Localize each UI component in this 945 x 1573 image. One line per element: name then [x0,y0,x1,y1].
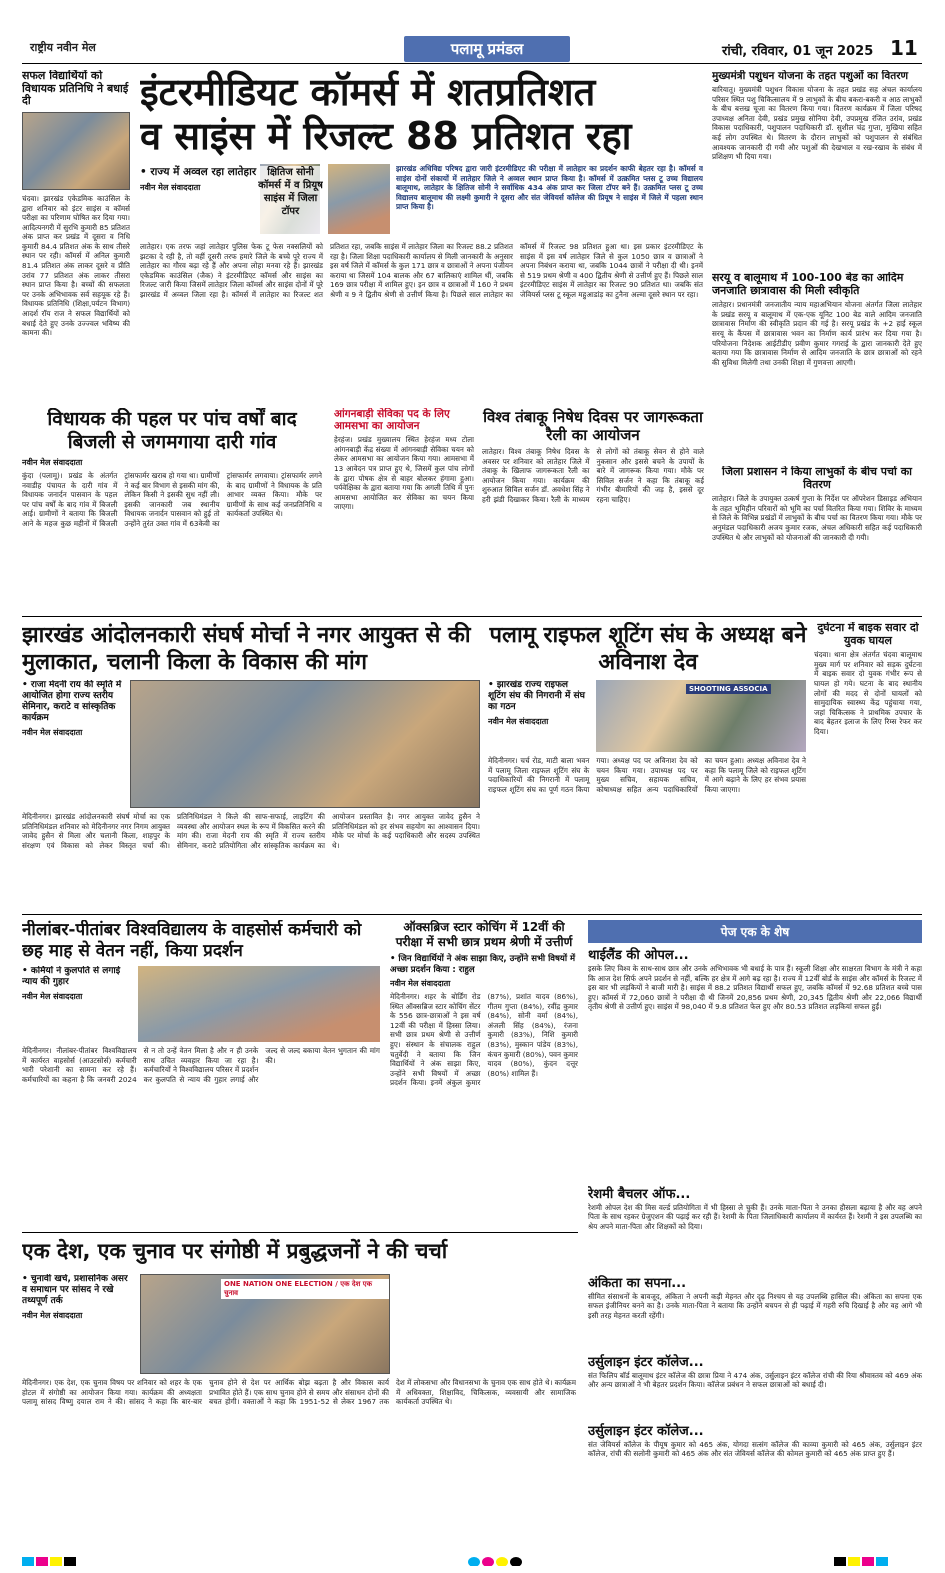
article-body: मेदिनीनगर। झारखंड आंदोलनकारी संघर्ष मोर्चा का एक प्रतिनिधिमंडल शनिवार को मेदिनीनगर नगर निगम आयुक्त जावेद हुसैन से मिला और चलानी किला, शाहपुर के संरक्षण एवं विकास को लेकर विस्तृत चर्चा की। प्रतिनिधिमंडल ने किले की साफ-सफाई, लाइटिंग की व्यवस्था और आयोजन स्थल के रूप में विकसित करने की मांग की। राजा मेदनी राय की स्मृति में राज्य स्तरीय सेमिनार, कराटे प्रतियोगिता और सांस्कृतिक कार्यक्रम का आयोजन प्रस्तावित है। नगर आयुक्त जावेद हुसैन ने प्रतिनिधिमंडल को हर संभव सहयोग का आश्वासन दिया। मौके पर मोर्चा के कई पदाधिकारी और सदस्य उपस्थित थे। [22,812,480,850]
kicker: • राज्य में अव्वल रहा लातेहार [140,166,257,178]
article-body: रेशमी ओपल देश की मिस वर्ल्ड प्रतियोगिता में भी हिस्सा ले चुकी हैं। उनके माता-पिता ने उनका हौसला बढ़ाया है और वह अपने पिता के साथ रहकर ग्रेजुएशन की पढ़ाई कर रही हैं। रेशमी के पिता जिलाधिकारी कार्यालय में कार्यरत हैं। रेशमी ने इस उपलब्धि का श्रेय अपने माता-पिता और शिक्षकों को दिया। [588,1202,922,1232]
byline: नवीन मेल संवाददाता [22,458,83,467]
article-body: संत जेवियर्स कॉलेज के पीयूष कुमार को 465 अंक, योगदा सत्संग कॉलेज की काव्या कुमारी को 465 अंक, उर्सुलाइन इंटर कॉलेज, रांची की सलोनी कुमारी को 465 अंक और संत जेवियर्स कॉलेज की कोमल कुमारी को 465 अंक प्राप्त हुए हैं। [588,1439,922,1459]
story-village-electrified [22,408,322,608]
kicker: • राजा मेदनी राय की स्मृति में आयोजित होगा राज्य स्तरीय सेमिनार, कराटे व सांस्कृतिक कार्यक्रम [22,680,122,723]
continued-section [588,920,922,1560]
headline: विश्व तंबाकू निषेध दिवस पर जागरूकता रैली का आयोजन [483,408,703,444]
story-oxbridge-coaching [390,920,578,1230]
headline: एक देश, एक चुनाव पर संगोष्ठी में प्रबुद्धजनों ने की चर्चा [22,1239,448,1263]
masthead [22,34,922,64]
photo-shooting-association [596,680,806,752]
article-body: इसके लिए विश्व के साथ-साथ छात्र और उनके अभिभावक भी बधाई के पात्र हैं। स्कूली शिक्षा और साक्षरता विभाग के मंत्री ने कहा कि आज देश सिर्फ अपने प्रदर्शन से नहीं, बल्कि हर क्षेत्र में आगे बढ़ रहा है। राज्य में 12वीं बोर्ड के साइंस और कॉमर्स के रिजल्ट में इस बार भी लड़कियों ने बाजी मारी है। साइंस में 88.2 प्रतिशत विद्यार्थी सफल हुए, जबकि कॉमर्स में 92.68 प्रतिशत बच्चे पास हुए। कॉमर्स में 72,060 छात्रों ने परीक्षा दी थी जिनमें 20,856 प्रथम श्रेणी, 20,345 द्वितीय श्रेणी और 22,066 विद्यार्थी तृतीय श्रेणी से उत्तीर्ण हुए। साइंस में 98,040 में 9.8 प्रतिशत फेल हुए और 80.53 प्रतिशत लड़कियां सफल हुईं। [588,963,922,1012]
article-body: संत फिलिप बॉर्ड बालूमाथ इंटर कॉलेज की छात्रा प्रिया ने 474 अंक, उर्सुलाइन इंटर कॉलेज रांची की रिया श्रीवास्तव को 469 अंक और अन्य छात्राओं ने भी बेहतर प्रदर्शन किया। कॉलेज प्रबंधन ने सफल छात्राओं को बधाई दी। [588,1370,922,1390]
lead-story [140,70,705,370]
headline: उर्सुलाइन इंटर कॉलेज... [588,1423,704,1439]
headline: रेशमी बैचलर ऑफ... [588,1186,691,1202]
swatch-yellow [50,1557,62,1566]
swatch-black [510,1557,522,1566]
photo-seminar [140,1274,390,1374]
bullet-icon: • [22,966,31,976]
photo-protest [138,966,380,1042]
lead-body: लातेहार। एक तरफ जहां लातेहार पुलिस फेक टू फेस नक्सलियों को झटका दे रही है, तो वहीं दूसरी तरफ हमारे जिले के बच्चे पूरे राज्य में लातेहार का गौरव बढ़ा रहे हैं और अपना लोहा मनवा रहे हैं। झारखंड एकेडमिक काउंसिल (जैक) ने इंटरमीडिएट कॉमर्स और साइंस का रिजल्ट जारी किया जिसमें लातेहार जिला कॉमर्स और साइंस दोनों में पूरे झारखंड में अव्वल जिला रहा है। कॉमर्स में लातेहार का रिजल्ट शत प्रतिशत रहा, जबकि साइंस में लातेहार जिला का रिजल्ट 88.2 प्रतिशत रहा है। जिला शिक्षा पदाधिकारी कार्यालय से मिली जानकारी के अनुसार इस वर्ष जिले में कॉमर्स के कुल 171 छात्र व छात्राओं ने अपना पंजीयन कराया था जिसमें 104 बालक और 67 बालिकाएं शामिल थीं, जबकि 169 छात्र परीक्षा में शामिल हुए। इन छात्र व छात्राओं में 160 ने प्रथम श्रेणी व 9 ने द्वितीय श्रेणी से उत्तीर्ण किया है। पिछले साल लातेहार का कॉमर्स में रिजल्ट 98 प्रतिशत हुआ था। इस प्रकार इंटरमीडिएट के साइंस में इस वर्ष लातेहार जिले से कुल 1050 छात्र व छात्राओं ने अपना निबंधन कराया था, जबकि 1044 छात्रों ने परीक्षा दी थी। इनमें से 519 प्रथम श्रेणी व 400 द्वितीय श्रेणी से उत्तीर्ण हुए हैं। पिछले साल इंटरमीडिएट साइंस में लातेहार का रिजल्ट 90 प्रतिशत था। जबकि संत जेवियर्स प्लस टू स्कूल महुआडांड़ का टुनैना अल्मा दूसरे स्थान पर रहा। [140,242,703,299]
section-label: पलामू प्रमंडल [404,36,570,62]
kicker: • झारखंड राज्य राइफल शूटिंग संघ की निगरानी में संघ का गठन [488,680,585,712]
byline: नवीन मेल संवाददाता [390,979,451,988]
bullet-icon: • [488,680,497,690]
article-body: मेदिनीनगर। एक देश, एक चुनाव विषय पर शनिवार को शहर के एक होटल में संगोष्ठी का आयोजन किया गया। कार्यक्रम की अध्यक्षता पलामू सांसद विष्णु दयाल राम ने की। सांसद ने कहा कि बार-बार चुनाव होने से देश पर आर्थिक बोझ बढ़ता है और विकास कार्य प्रभावित होते हैं। एक साथ चुनाव होने से समय और संसाधन दोनों की बचत होगी। वक्ताओं ने कहा कि 1951-52 से लेकर 1967 तक देश में लोकसभा और विधानसभा के चुनाव एक साथ होते थे। कार्यक्रम में अधिवक्ता, शिक्षाविद, चिकित्सक, व्यवसायी और सामाजिक कार्यकर्ता उपस्थित थे। [22,1378,576,1407]
headline: थाईलैंड की ओपल... [588,948,689,963]
story-anganwadi-meeting [334,408,474,608]
byline: नवीन मेल संवाददाता [22,992,83,1001]
banner-text: ONE NATION ONE ELECTION / एक देश एक चुनाव [221,1279,389,1299]
headline: मुख्यमंत्री पशुधन योजना के तहत पशुओं का वितरण [712,70,909,82]
headline: उर्सुलाइन इंटर कॉलेज... [588,1354,704,1370]
story-bike-accident [814,622,922,912]
lead-deck: झारखंड अधिविद्य परिषद द्वारा जारी इंटरमीडिएट की परीक्षा में लातेहार का प्रदर्शन काफी बेहतर रहा है। कॉमर्स व साइंस दोनों संकायों में लातेहार जिले ने अव्वल स्थान प्राप्त किया है। कॉमर्स में उत्क्रमित प्लस टू उच्च विद्यालय बालूमाथ, लातेहार के क्षितिज सोनी ने सर्वाधिक 434 अंक प्राप्त कर जिला टॉपर बने हैं। उत्क्रमित प्लस टू उच्च विद्यालय बालूमाथ की लक्ष्मी कुमारी ने दूसरा और संत जेवियर्स कॉलेज की प्रियूष ने साइंस में जिले में पहला स्थान प्राप्त किया है। [396,164,703,212]
swatch-yellow [496,1557,508,1566]
story-university-staff-protest [22,920,382,1230]
swatch-cyan [468,1557,480,1566]
article-body: हेरहंज। प्रखंड मुख्यालय स्थित हेरहंज मध्य टोला आंगनबाड़ी केंद्र संख्या में आंगनबाड़ी सेविका चयन को लेकर आमसभा का आयोजन किया गया। आमसभा में 13 आवेदन पत्र प्राप्त हुए थे, जिसमें कुल पांच लोगों के द्वारा पोषक क्षेत्र से बाहर बोलकर हंगामा हुआ। पर्यवेक्षिका के द्वारा बताया गया कि अगली तिथि में पुनः आमसभा आयोजित कर सेविका का चयन किया जाएगा। [334,435,474,512]
story-andolankari-morcha [22,622,482,912]
swatch-magenta [862,1557,874,1566]
headline: पलामू राइफल शूटिंग संघ के अध्यक्ष बने अविनाश देव [489,623,807,675]
lead-headline-line2: व साइंस में रिजल्ट 88 प्रतिशत रहा [140,114,632,158]
page-number: 11 [890,36,918,60]
headline: नीलांबर-पीतांबर विश्वविद्यालय के वाहसोर्स कर्मचारी को छह माह से वेतन नहीं, किया प्रदर्शन [22,920,362,961]
headline: आंगनबाड़ी सेविका पद के लिए आमसभा का आयोजन [334,408,450,433]
article-body: लातेहार। प्रधानमंत्री जनजातीय न्याय महाअभियान योजना अंतर्गत जिला लातेहार के प्रखंड सरयू व बालूमाथ में एक-एक यूनिट 100 बेड वाले आदिम जनजाति छात्रावास निर्माण की स्वीकृति प्रदान की गई है। सरयू प्रखंड के +2 हाई स्कूल सरयू के कैंपस में छात्रावास भवन का निर्माण कार्य प्रारंभ कर दिया गया है। परियोजना निदेशक आईटीडीए प्रवीण कुमार गगराई के द्वारा जानकारी देते हुए बताया गया कि छात्रावास निर्माण से आदिम जनजाति के छात्र छात्राओं को रहने की सुविधा मिलेगी तथा उनकी शिक्षा में गुणवत्ता आएगी। [712,300,922,367]
headline: जिला प्रशासन ने किया लाभुकों के बीच पर्चा का वितरण [722,466,912,491]
swatch-yellow [848,1557,860,1566]
bullet-icon: • [22,1274,31,1284]
article-body: लातेहार। विश्व तंबाकू निषेध दिवस के अवसर पर शनिवार को लातेहार जिले में तंबाकू के खिलाफ जागरूकता रैली का आयोजन किया गया। कार्यक्रम की शुरुआत सिविल सर्जन डॉ. अवधेश सिंह ने हरी झंडी दिखाकर किया। रैली के माध्यम से लोगों को तंबाकू सेवन से होने वाले नुकसान और इससे बचने के उपायों के बारे में जागरूक किया गया। मौके पर सिविल सर्जन ने कहा कि तंबाकू कई गंभीर बीमारियों की जड़ है, इससे दूर रहना चाहिए। [482,447,704,504]
story-one-nation-one-election [22,1238,578,1548]
story-tribal-hostel [712,272,922,462]
article-body: सीमित संसाधनों के बावजूद, अंकिता ने अपनी कड़ी मेहनत और दृढ़ निश्चय से यह उपलब्धि हासिल की। अंकिता का सपना एक सफल इंजीनियर बनने का है। उनके माता-पिता ने बताया कि उन्होंने बचपन से ही पढ़ाई में गहरी रुचि दिखाई है और वह आगे भी इसी तरह मेहनत करती रहेंगी। [588,1291,922,1320]
article-body: चंदवा। थाना क्षेत्र अंतर्गत चंदवा बालूमाथ मुख्य मार्ग पर शनिवार को सड़क दुर्घटना में बाइक सवार दो युवक गंभीर रूप से घायल हो गये। घटना के बाद स्थानीय लोगों की मदद से दोनों घायलों को सामुदायिक स्वास्थ्य केंद्र पहुंचाया गया, जहां चिकित्सक ने प्राथमिक उपचार के बाद बेहतर इलाज के लिए रिम्स रेफर कर दिया। [814,650,922,737]
headline: दुर्घटना में बाइक सवार दो युवक घायल [817,622,919,647]
headline: सरयू व बालूमाथ में 100-100 बेड का आदिम जनजाति छात्रावास की मिली स्वीकृति [712,272,904,297]
article-body: मेदिनीनगर। शहर के बोर्डिंग रोड स्थित ऑक्सब्रिज स्टार कोचिंग सेंटर के 556 छात्र-छात्राओं ने इस वर्ष 12वीं की परीक्षा में हिस्सा लिया। सभी छात्र प्रथम श्रेणी से उत्तीर्ण हुए। संस्थान के संचालक राहुल चतुर्वेदी ने बताया कि जिन विद्यार्थियों ने अंक साझा किए, उन्होंने सभी विषयों में अच्छा प्रदर्शन किया। इनमें अंकुल कुमार (87%), प्रशांत यादव (86%), गीतम गुप्ता (84%), रवींद्र कुमार (84%), सोनी वर्मा (84%), अंजली सिंह (84%), रंजना कुमारी (83%), निशि कुमारी (83%), मुस्कान पांडेय (83%), कंचन कुमारी (80%), पवन कुमार यादव (80%), कुंदन दत्तूर (80%) शामिल हैं। [390,992,578,1088]
photo-topper-2 [328,164,390,234]
continued-label: पेज एक के शेष [588,920,922,943]
print-registration-bar [22,1552,922,1566]
article-body: कुंदा (पलामू)। प्रखंड के अंतर्गत नवाडीह पंचायत के दारी गांव में विधायक जनार्दन पासवान के पहल पर पांच वर्षों के बाद गांव में बिजली आई। ग्रामीणों ने बताया कि बिजली आने के महज कुछ महीनों में बिजली ट्रांसफार्मर खराब हो गया था। ग्रामीणों ने कई बार विभाग से इसकी मांग की, लेकिन किसी ने इसकी सुध नहीं ली। इसकी जानकारी जब स्थानीय विधायक जनार्दन पासवान को हुई तो उन्होंने तुरंत उक्त गांव में 63केवी का ट्रांसफार्मर लगवाया। ट्रांसफार्मर लगने के बाद ग्रामीणों ने विधायक के प्रति आभार व्यक्त किया। मौके पर ग्रामीणों के साथ कई जनप्रतिनिधि व कार्यकर्ता उपस्थित थे। [22,471,322,528]
headline: झारखंड आंदोलनकारी संघर्ष मोर्चा ने नगर आयुक्त से की मुलाकात, चलानी किला के विकास की मांग [22,623,471,675]
article-body: चंदवा। झारखंड एकेडमिक काउंसिल के द्वारा शनिवार को इंटर साइंस व कॉमर्स परीक्षा का परिणाम घोषित कर दिया गया। आदित्यनगरी में सुरभि कुमारी 85 प्रतिशत अंक प्राप्त कर प्रखंड में दूसरा व निधि कुमारी 84.4 प्रतिशत अंक के साथ तीसरे स्थान पर रही। कॉमर्स में अनिल कुमारी 81.4 प्रतिशत अंक लाकर दूसरे व प्रीति उरांव 77 प्रतिशत अंक लाकर तीसरा स्थान प्राप्त किया है। बच्चों की सफलता पर उनके अभिभावक सर्व सहयूक रहे हैं। विधायक प्रतिनिधि (शिक्षा,पर्यटन विभाग) आदर्श रॉय राज ने सफल विद्यार्थियों को बधाई देते हुए उनके उज्ज्वल भविष्य की कामना की। [22,193,130,338]
story-land-slip-distribution [712,466,922,626]
photo-students [22,112,130,190]
headline: सफल विद्यार्थियों को विधायक प्रतिनिधि ने बधाई दी [22,70,129,108]
headline: ऑक्सब्रिज स्टार कोचिंग में 12वीं की परीक्षा में सभी छात्र प्रथम श्रेणी में उत्तीर्ण [395,920,573,949]
topper-caption: क्षितिज सोनी कॉमर्स में व प्रियूष साइंस में जिला टॉपर [258,166,323,241]
photo-delegation [130,680,480,808]
article-body: बारियातू। मुख्यमंत्री पशुधन विकास योजना के तहत प्रखंड सह अंचल कार्यालय परिसर स्थित पशु चिकित्सालय में 9 लाभुकों के बीच बकरा-बकरी व आठ लाभुकों के बीच बत्तख चूजा का वितरण किया गया। वितरण कार्यक्रम में जिला परिषद उपाध्यक्ष अनिता देवी, प्रखंड प्रमुख सोनिया देवी, उपप्रमुख रंजित उरांव, प्रखंड विकास पदाधिकारी, पशुपालन पदाधिकारी डॉ. सुशील चंद्र गुप्ता, मुखिया सहित कई लोग उपस्थित थे। वितरण के दौरान लाभुकों को पशुपालन से संबंधित आवश्यक जानकारी दी गयी और पशुओं की देखभाल व रख-रखाव के संबंध में प्रशिक्षण भी दिया गया। [712,85,922,162]
bullet-icon: • [390,954,399,964]
swatch-cyan [22,1557,34,1566]
kicker: • जिन विद्यार्थियों ने अंक साझा किए, उन्होंने सभी विषयों में अच्छा प्रदर्शन किया : राहुल [390,954,576,975]
dateline: रांची, रविवार, 01 जून 2025 [722,44,874,59]
story-livestock-distribution [712,70,922,270]
headline: विधायक की पहल पर पांच वर्षों बाद बिजली से जगमगाया दारी गांव [47,408,297,453]
article-body: मेदिनीनगर। चर्च रोड, माटी बाला भवन में पलामू जिला राइफल शूटिंग संघ के पदाधिकारियों की निगरानी में पलामू राइफल शूटिंग संघ का पूर्ण गठन किया गया। अध्यक्ष पद पर अविनाश देव को चयन किया गया। उपाध्यक्ष पद पर मुख्य सचिव, सहायक सचिव, कोषाध्यक्ष सहित अन्य पदाधिकारियों का चयन हुआ। अध्यक्ष अविनाश देव ने कहा कि पलामू जिले को राइफल शूटिंग में आगे बढ़ाने के लिए हर संभव प्रयास किया जाएगा। [488,756,806,794]
kicker: • कर्मियों ने कुलपति से लगाई न्याय की गुहार [22,966,121,987]
article-body: मेदिनीनगर। नीलांबर-पीतांबर विश्वविद्यालय में कार्यरत वाहसोर्स (आउटसोर्स) कर्मचारी भारी परेशानी का सामना कर रहे हैं। कर्मचारियों का कहना है कि जनवरी 2024 से न तो उन्हें वेतन मिला है और न ही उनके साथ उचित व्यवहार किया जा रहा है। कर्मचारियों ने विश्वविद्यालय परिसर में प्रदर्शन कर कुलपति से न्याय की गुहार लगाई और जल्द से जल्द बकाया वेतन भुगतान की मांग की। [22,1046,380,1084]
swatch-black [834,1557,846,1566]
headline: अंकिता का सपना... [588,1275,687,1291]
byline: नवीन मेल संवाददाता [22,1311,83,1320]
story-students-congratulated [22,70,130,450]
byline: नवीन मेल संवाददाता [22,728,83,737]
bullet-icon: • [22,680,31,690]
banner-text: SHOOTING ASSOCIA [686,684,771,694]
byline: नवीन मेल संवाददाता [140,183,201,192]
lead-headline-line1: इंटरमीडियट कॉमर्स में शतप्रतिशत [140,70,596,114]
kicker: • चुनावी खर्च, प्रशासनिक असर व समाधान पर सांसद ने रखे तथ्यपूर्ण तर्क [22,1274,128,1306]
divider [22,1232,578,1233]
bullet-icon: • [140,166,151,178]
story-rifle-shooting [488,622,808,912]
swatch-magenta [36,1557,48,1566]
article-body: लातेहार। जिले के उपायुक्त उत्कर्ष गुप्ता के निर्देश पर ऑपरेशन डिसाइड अभियान के तहत भूमिहीन परिवारों को भूमि का पर्चा वितरित किया गया। शिविर के माध्यम से जिले के विभिन्न प्रखंडों में लाभुकों के बीच पर्चा का वितरण किया गया। मौके पर अनुमंडल पदाधिकारी अजय कुमार रजक, अंचल अधिकारी सहित कई पदाधिकारी उपस्थित थे और लाभुकों को योजनाओं की जानकारी दी गयी। [712,494,922,542]
swatch-black [64,1557,76,1566]
swatch-cyan [876,1557,888,1566]
divider [22,616,922,617]
newspaper-logo: राष्ट्रीय नवीन मेल [30,41,96,54]
story-anti-tobacco-rally [482,408,704,608]
byline: नवीन मेल संवाददाता [488,717,549,726]
swatch-magenta [482,1557,494,1566]
divider [22,914,922,915]
